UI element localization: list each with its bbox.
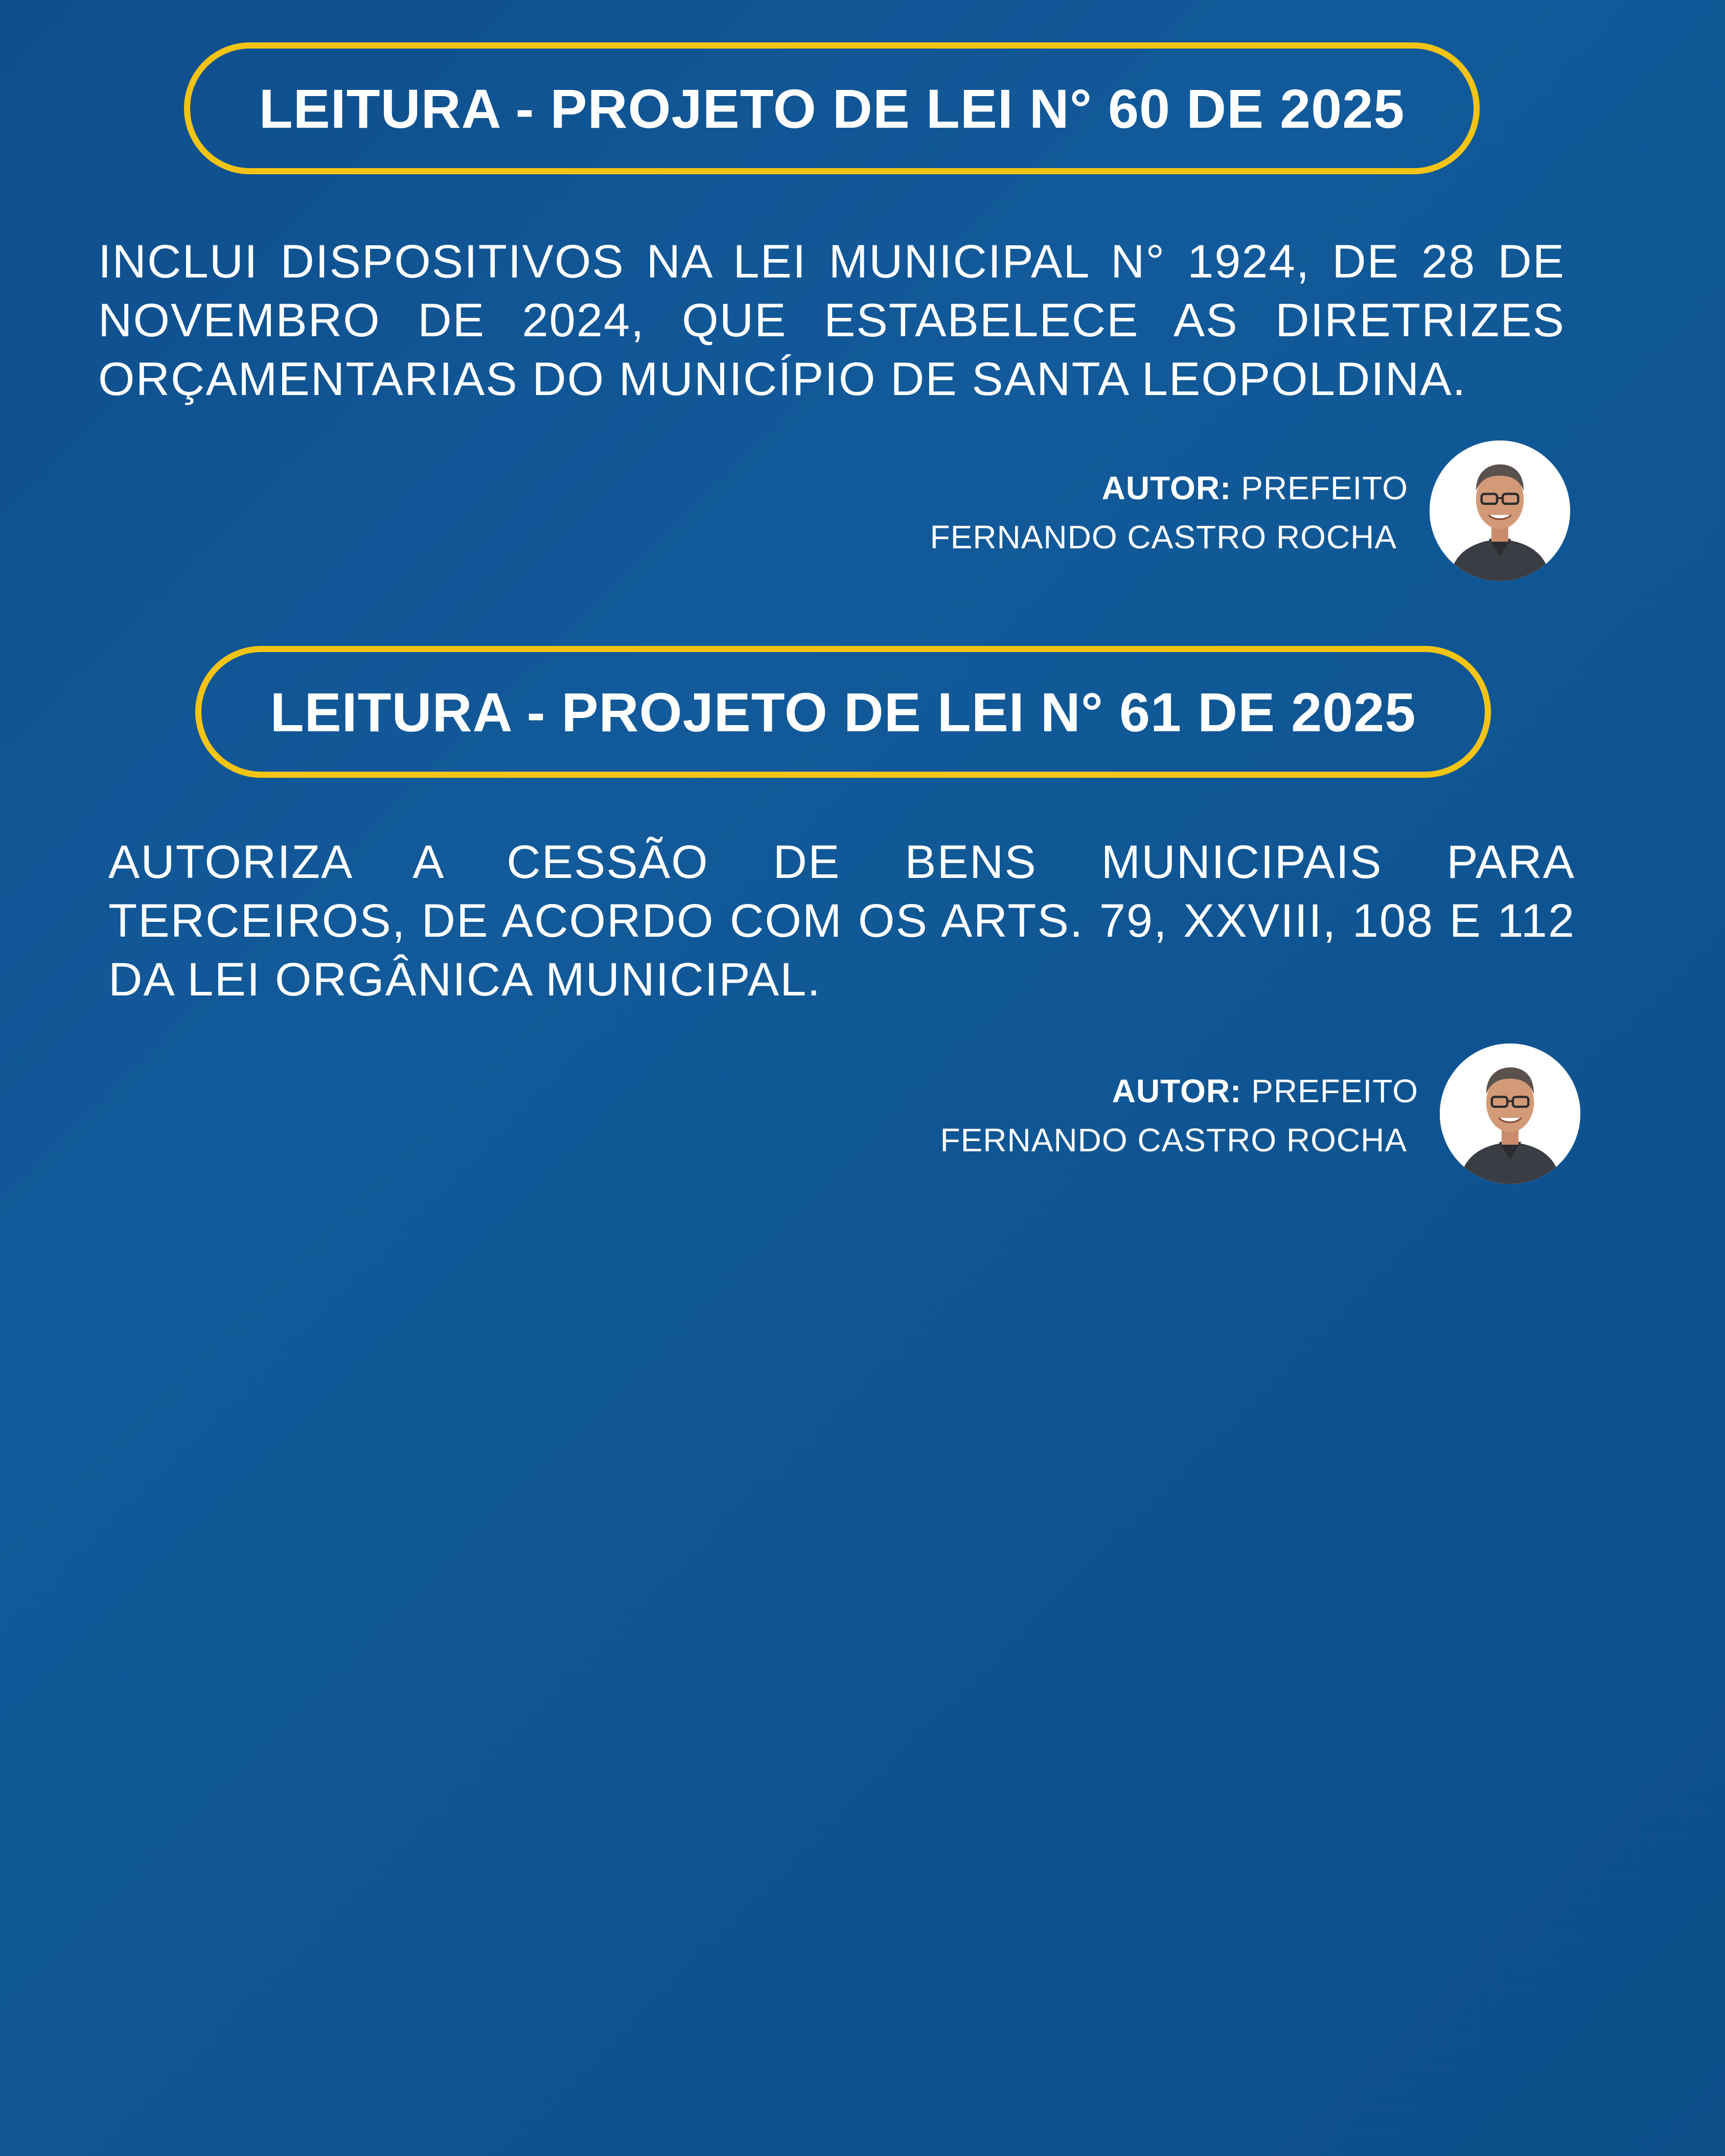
author-name: FERNANDO CASTRO ROCHA xyxy=(940,1122,1407,1158)
bill-61-description: AUTORIZA A CESSÃO DE BENS MUNICIPAIS PARA TERCEIROS, DE ACORDO COM OS ARTS. 79, XXVIII, 108 E 112 DA LEI ORGÂNICA MUNICIPAL. xyxy=(108,836,1575,1006)
bill-61-title-text: LEITURA - PROJETO DE LEI N° 61 DE 2025 xyxy=(270,681,1416,743)
author-label: AUTOR: xyxy=(1101,470,1232,506)
author-photo-icon xyxy=(1440,1044,1580,1184)
author-role: PREFEITO xyxy=(1241,470,1408,506)
author-name: FERNANDO CASTRO ROCHA xyxy=(930,519,1397,555)
bill-60-title-text: LEITURA - PROJETO DE LEI N° 60 DE 2025 xyxy=(259,77,1405,140)
bill-60-author xyxy=(930,463,1409,562)
bill-61-title xyxy=(195,646,1491,778)
author-role: PREFEITO xyxy=(1251,1073,1418,1109)
bill-60-description: INCLUI DISPOSITIVOS NA LEI MUNICIPAL N° 1924, DE 28 DE NOVEMBRO DE 2024, QUE ESTABELECE AS DIRETRIZES ORÇAMENTARIAS DO MUNICÍPIO DE SANTA LEOPOLDINA. xyxy=(98,236,1565,405)
author-avatar xyxy=(1440,1044,1580,1184)
bill-61-author xyxy=(940,1067,1419,1165)
author-photo-icon xyxy=(1430,441,1570,581)
bill-60-title xyxy=(184,42,1480,174)
author-avatar xyxy=(1430,441,1570,581)
author-label: AUTOR: xyxy=(1112,1073,1242,1109)
